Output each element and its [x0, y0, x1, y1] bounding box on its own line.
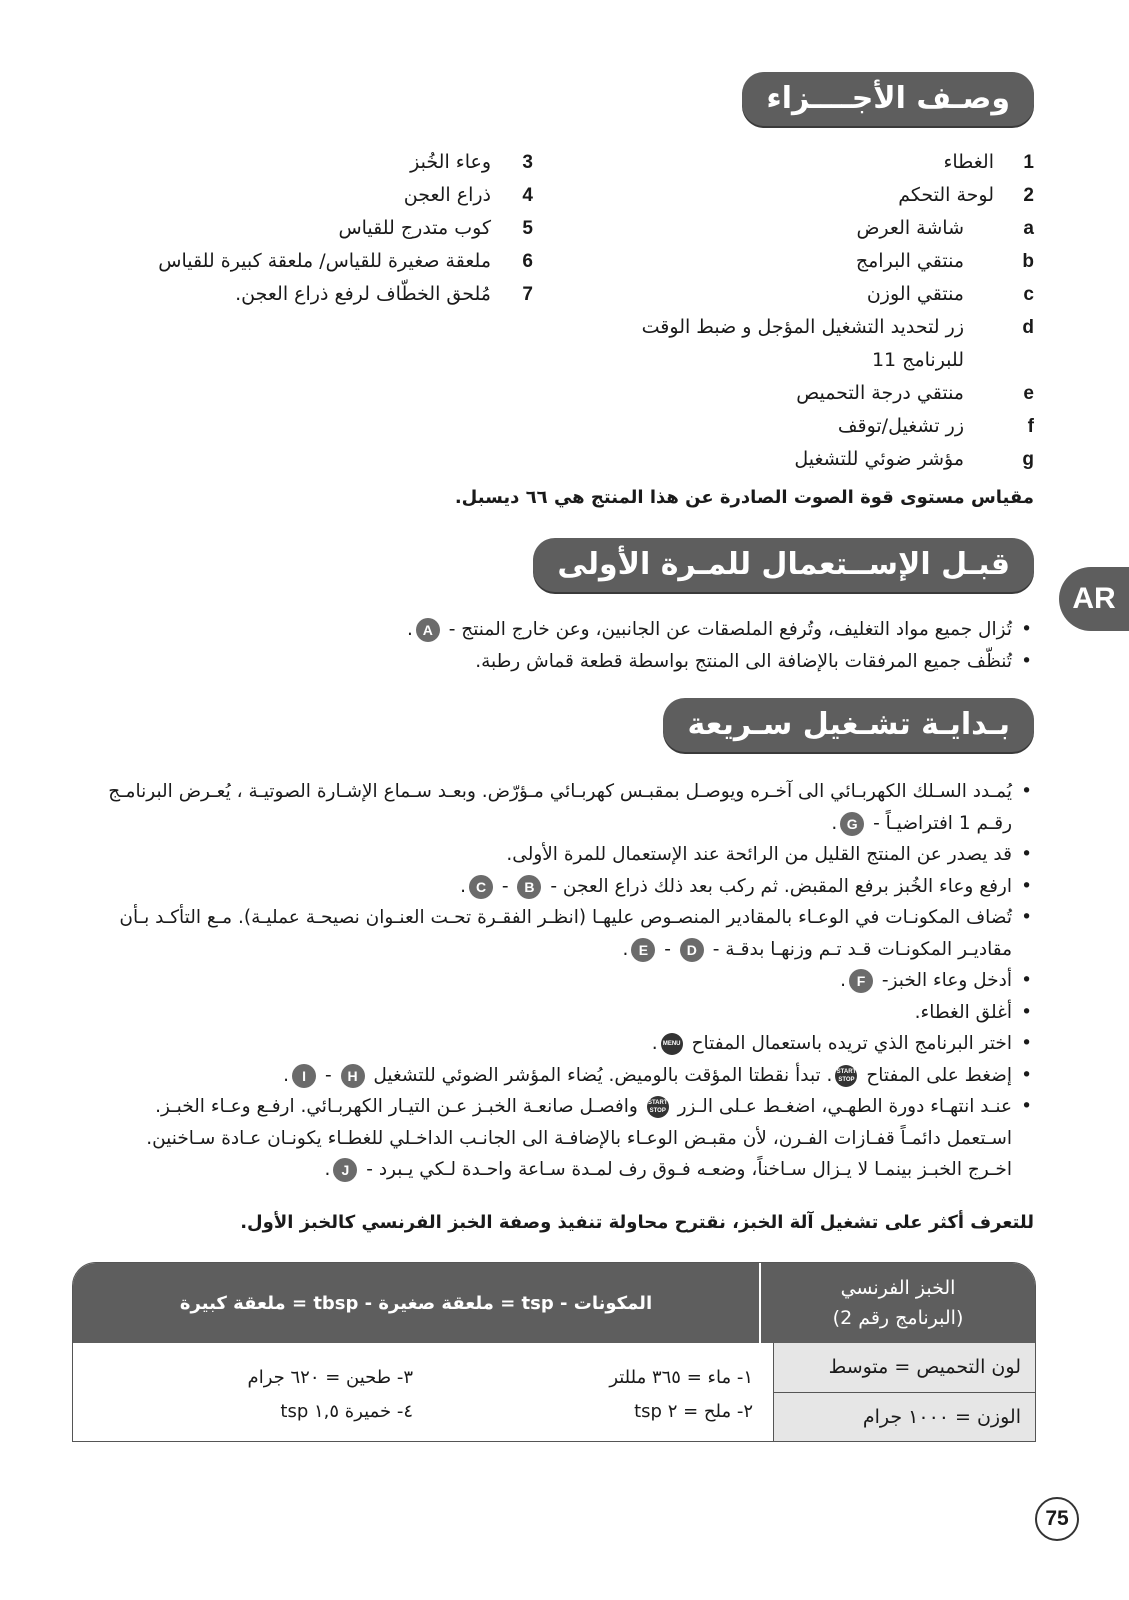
item-letter: g: [1022, 449, 1034, 470]
program-number: (البرنامج رقم 2): [832, 1307, 964, 1329]
figure-badge: F: [849, 969, 873, 993]
start-stop-button-icon: START STOP: [835, 1065, 857, 1087]
list-item: [594, 443, 1034, 476]
bullet-text: وافصـل صانعـة الخبـز عـن التيـار الكهربـائي. ارفـع وعـاء الخبـز.: [155, 1096, 638, 1117]
settings-column: [773, 1343, 1035, 1441]
page-number: 75: [1035, 1497, 1079, 1541]
ingredient: ٢- ملح = ٢ tsp: [634, 1401, 753, 1422]
list-item: [594, 245, 1034, 278]
bullet-text: اسـتعمل دائمـاً قفـازات الفـرن، لأن مقبـض الوعـاء بالإضافـة الى الجانـب الداخـلي للغطـاء يكونـان عـادة سـاخنين.: [146, 1127, 1012, 1149]
ingredient: ٣- طحين = ٦٢٠ جرام: [247, 1367, 413, 1388]
menu-button-icon: MENU: [661, 1033, 683, 1055]
list-item: [113, 278, 533, 311]
quick-start-title: بـدايـة تشـغيل سـريعة: [663, 698, 1034, 752]
bullet-text: عنـد انتهـاء دورة الطهـي، اضغـط عـلى الـزر: [677, 1096, 1012, 1117]
recipe-name: الخبز الفرنسي: [840, 1277, 956, 1299]
list-item: [594, 377, 1034, 410]
list-item-continuation: [70, 1123, 1034, 1155]
first-use-title: قبـل الإســتعمال للمـرة الأولى: [533, 538, 1034, 592]
item-text: شاشة العرض: [856, 217, 964, 239]
list-item-continuation: اخـرج الخبـز بينمـا لا يـزال سـاخناً، وضعـه فـوق رف لمـدة سـاعة واحـدة لـكي يـبرد - J.: [324, 1159, 1012, 1180]
item-letter: c: [1023, 284, 1034, 305]
item-number: 4: [522, 185, 533, 206]
figure-badge: H: [341, 1064, 365, 1088]
bullet-text: تُضاف المكونـات في الوعـاء بالمقادير المنصـوص عليهـا (انظـر الفقـرة تحـت العنـوان نصيحـة عمليـة). مـع التأكـد بـأن: [119, 907, 1012, 928]
item-letter: b: [1022, 251, 1034, 272]
figure-badge: J: [333, 1158, 357, 1182]
bullet-text: اختر البرنامج الذي تريده باستعمال المفتاح: [691, 1033, 1012, 1054]
figure-badge: I: [292, 1064, 316, 1088]
item-text: مُلحق الخطّاف لرفع ذراع العجن.: [235, 283, 491, 305]
recipe-tip: للتعرف أكثر على تشغيل آلة الخبز، نقترح محاولة تنفيذ وصفة الخبز الفرنسي كالخبز الأول.: [240, 1212, 1034, 1233]
start-stop-button-icon: START STOP: [647, 1096, 669, 1118]
item-continuation: للبرنامج 11: [871, 349, 964, 371]
item-text: منتقي الوزن: [866, 283, 964, 305]
list-item: • ارفع وعاء الخُبز برفع المقبض. ثم ركب بعد ذلك ذراع العجن - B - C.: [70, 871, 1034, 903]
figure-badge: G: [840, 812, 864, 836]
bullet-text: ارفع وعاء الخُبز برفع المقبض. ثم ركب بعد ذلك ذراع العجن -: [550, 875, 1012, 897]
bullet-text: إضغط على المفتاح: [866, 1064, 1012, 1086]
bullet-text: اخـرج الخبـز بينمـا لا يـزال سـاخناً، وضعـه فـوق رف لمـدة سـاعة واحـدة لـكي يـبرد -: [366, 1159, 1012, 1180]
list-item: [594, 278, 1034, 311]
item-text: منتقي البرامج: [855, 250, 964, 272]
bullet-text: أغلق الغطاء.: [914, 1001, 1012, 1023]
item-number: 5: [522, 218, 533, 239]
ingredients-header: المكونات - tsp = ملعقة صغيرة - tbsp = ملعقة كبيرة: [179, 1292, 653, 1314]
list-item: [70, 902, 1034, 934]
list-item: [113, 212, 533, 245]
table-body: [73, 1343, 1035, 1441]
bullet-text: . تبدأ نقطتا المؤقت بالوميض. يُضاء المؤشر الضوئي للتشغيل: [373, 1064, 833, 1086]
browning-setting: لون التحميص = متوسط: [774, 1343, 1035, 1392]
language-tab: AR: [1059, 567, 1129, 631]
list-item: [113, 146, 533, 179]
bullet-text: تُزال جميع مواد التغليف، وتُرفع الملصقات عن الجانبين، وعن خارج المنتج -: [448, 619, 1012, 640]
figure-badge: B: [517, 875, 541, 899]
list-item: [70, 1091, 1034, 1123]
item-text: زر لتحديد التشغيل المؤجل و ضبط الوقت: [641, 316, 964, 338]
item-text: وعاء الخُبز: [410, 151, 491, 173]
list-item-continuation: رقـم 1 افتراضيـاً - G.: [831, 812, 1012, 834]
item-text: كوب متدرج للقياس: [338, 217, 491, 239]
item-text: الغطاء: [943, 151, 994, 173]
bullet-text: مقاديـر المكونـات قـد تـم وزنهـا بدقـة -: [712, 938, 1012, 960]
item-number: 6: [522, 251, 533, 272]
list-item: [594, 212, 1034, 245]
list-item: [113, 179, 533, 212]
bullet-text: تُنظّف جميع المرفقات بالإضافة الى المنتج بواسطة قطعة قماش رطبة.: [475, 650, 1012, 672]
item-number: 7: [522, 284, 533, 305]
list-item: [70, 997, 1034, 1029]
ingredient: ١- ماء = ٣٦٥ مللتر: [609, 1367, 753, 1388]
list-item: [594, 146, 1034, 179]
list-item: [70, 646, 1034, 678]
item-letter: a: [1023, 218, 1034, 239]
item-number: 1: [1023, 152, 1034, 173]
list-item: [594, 179, 1034, 212]
item-text: لوحة التحكم: [898, 184, 994, 206]
parts-list-right: [594, 146, 1034, 476]
list-item: • تُزال جميع مواد التغليف، وتُرفع الملصقات عن الجانبين، وعن خارج المنتج - A.: [70, 614, 1034, 646]
bullet-text: يُمـدد السـلك الكهربـائي الى آخـره ويوصـل بمقبـس كهربـائي مـؤرّض. وبعـد سـماع الإشـارة الصوتيـة ، يُعـرض البرنامـج: [108, 781, 1012, 802]
list-item: [594, 311, 1034, 344]
figure-badge: D: [680, 938, 704, 962]
list-item: [113, 245, 533, 278]
list-item: [594, 410, 1034, 443]
item-letter: d: [1022, 317, 1034, 338]
parts-title: وصـف الأجــــزاء: [742, 72, 1034, 126]
item-text: منتقي درجة التحميص: [796, 382, 964, 404]
item-text: مؤشر ضوئي للتشغيل: [794, 448, 964, 470]
list-item: • اختر البرنامج الذي تريده باستعمال المفتاح MENU.: [70, 1028, 1034, 1060]
item-number: 2: [1023, 185, 1034, 206]
ingredients-column-2: [73, 1361, 413, 1441]
list-item: • أدخل وعاء الخبز- F.: [70, 965, 1034, 997]
table-header: [73, 1263, 1035, 1343]
list-item-continuation: مقاديـر المكونـات قـد تـم وزنهـا بدقـة - D - E.: [622, 938, 1012, 960]
ingredients-column-1: [413, 1361, 753, 1441]
figure-badge: A: [416, 618, 440, 642]
list-item: • إضغط على المفتاح START STOP. تبدأ نقطتا المؤقت بالوميض. يُضاء المؤشر الضوئي للتشغيل H - I.: [70, 1060, 1034, 1092]
bullet-text: رقـم 1 افتراضيـاً -: [873, 812, 1012, 834]
item-letter: f: [1027, 416, 1034, 437]
bullet-text: قد يصدر عن المنتج القليل من الرائحة عند الإستعمال للمرة الأولى.: [506, 844, 1012, 865]
item-text: ملعقة صغيرة للقياس/ ملعقة كبيرة للقياس: [158, 250, 491, 272]
bullet-text: أدخل وعاء الخبز-: [881, 970, 1012, 991]
weight-setting: الوزن = ١٠٠٠ جرام: [774, 1392, 1035, 1442]
recipe-name-header: [759, 1263, 1035, 1343]
noise-note: مقياس مستوى قوة الصوت الصادرة عن هذا المنتج هي ٦٦ ديسبل.: [454, 487, 1034, 508]
item-letter: e: [1023, 383, 1034, 404]
parts-list-left: [113, 146, 533, 311]
quick-start-list: [70, 776, 1034, 1186]
ingredients-cell: [73, 1343, 773, 1441]
item-number: 3: [522, 152, 533, 173]
item-text: ذراع العجن: [403, 184, 491, 206]
item-text: زر تشغيل/توقف: [837, 415, 964, 437]
recipe-table: [72, 1262, 1036, 1442]
ingredient: ٤- خميرة ١,٥ tsp: [280, 1401, 413, 1422]
list-item: [70, 776, 1034, 808]
figure-badge: C: [469, 875, 493, 899]
figure-badge: E: [631, 938, 655, 962]
first-use-list: [70, 614, 1034, 677]
list-item: [70, 839, 1034, 871]
